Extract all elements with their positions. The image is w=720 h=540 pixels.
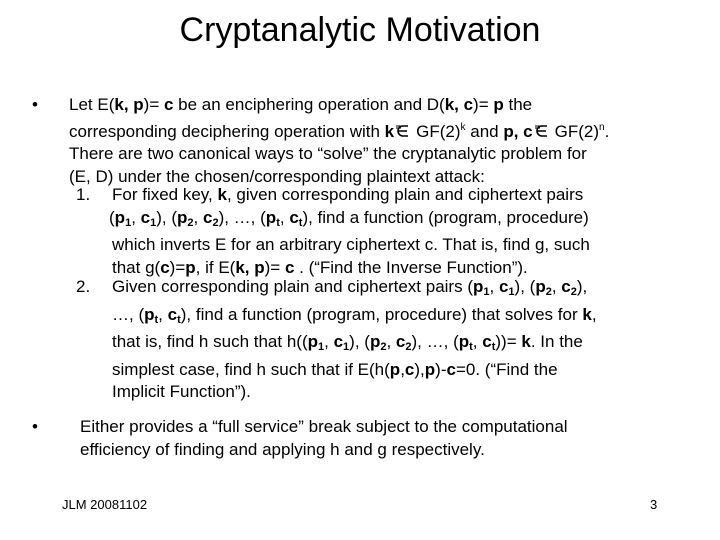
bullet-marker: • bbox=[32, 417, 38, 436]
bullet-1-line-1: Let E(k, p)= c be an enciphering operation and D(k, c)= p the bbox=[69, 95, 533, 114]
item-1-text bbox=[109, 184, 590, 279]
item-2-number: 2. bbox=[76, 277, 91, 296]
item-1-line-1: For fixed key, k, given corresponding plain and ciphertext pairs bbox=[112, 185, 584, 204]
bullet-1-line-4: (E, D) under the chosen/corresponding plaintext attack: bbox=[69, 166, 485, 186]
item-1-line-3: which inverts E for an arbitrary ciphertext c. That is, find g, such bbox=[112, 235, 590, 254]
bullet-2-line-2: efficiency of finding and applying h and g respectively. bbox=[80, 439, 485, 459]
bullet-1-text bbox=[69, 94, 609, 188]
bullet-marker: • bbox=[32, 95, 38, 114]
element-of-icon bbox=[533, 124, 555, 138]
item-2-line-5: Implicit Function”). bbox=[112, 382, 251, 401]
slide-title: Cryptanalytic Motivation bbox=[179, 11, 541, 49]
item-1-number: 1. bbox=[76, 185, 91, 204]
bullet-1-line-2: corresponding deciphering operation with k $GF(2)^k$ and p, c $GF(2)^n$. bbox=[69, 121, 610, 141]
item-1-line-2: ($p_1$, $c_1$), ($p_2$, $c_2$), …, ($p_t$, $c_t$), find a function (program, procedure) bbox=[109, 207, 589, 229]
item-2-line-1: Given corresponding plain and ciphertext pairs ($p_1$, $c_1$), ($p_2$, $c_2$), bbox=[112, 277, 588, 298]
footer-text: JLM 20081102 bbox=[62, 497, 148, 512]
item-2-text bbox=[112, 276, 597, 404]
item-2-line-3: that is, find h such that $h((p_1$, $c_1$), ($p_2$, $c_2$), …, ($p_t$, $c_t))= k$. In the bbox=[112, 332, 583, 353]
bullet-1-line-3: There are two canonical ways to “solve” the cryptanalytic problem for bbox=[69, 144, 587, 163]
item-1-line-4: that g(c)=p, if E(k, p)= c . (“Find the Inverse Function”). bbox=[112, 257, 528, 277]
item-2-line-2: …, ($p_t$, $c_t$), find a function (program, procedure) that solves for k, bbox=[112, 304, 597, 326]
bullet-2-text bbox=[80, 416, 568, 461]
page-number: 3 bbox=[650, 497, 658, 512]
item-2-line-4: simplest case, find h such that if E(h(p,c),p)-c=0. (“Find the bbox=[112, 359, 558, 379]
element-of-icon bbox=[394, 124, 416, 138]
bullet-2-line-1: Either provides a “full service” break subject to the computational bbox=[80, 417, 568, 436]
